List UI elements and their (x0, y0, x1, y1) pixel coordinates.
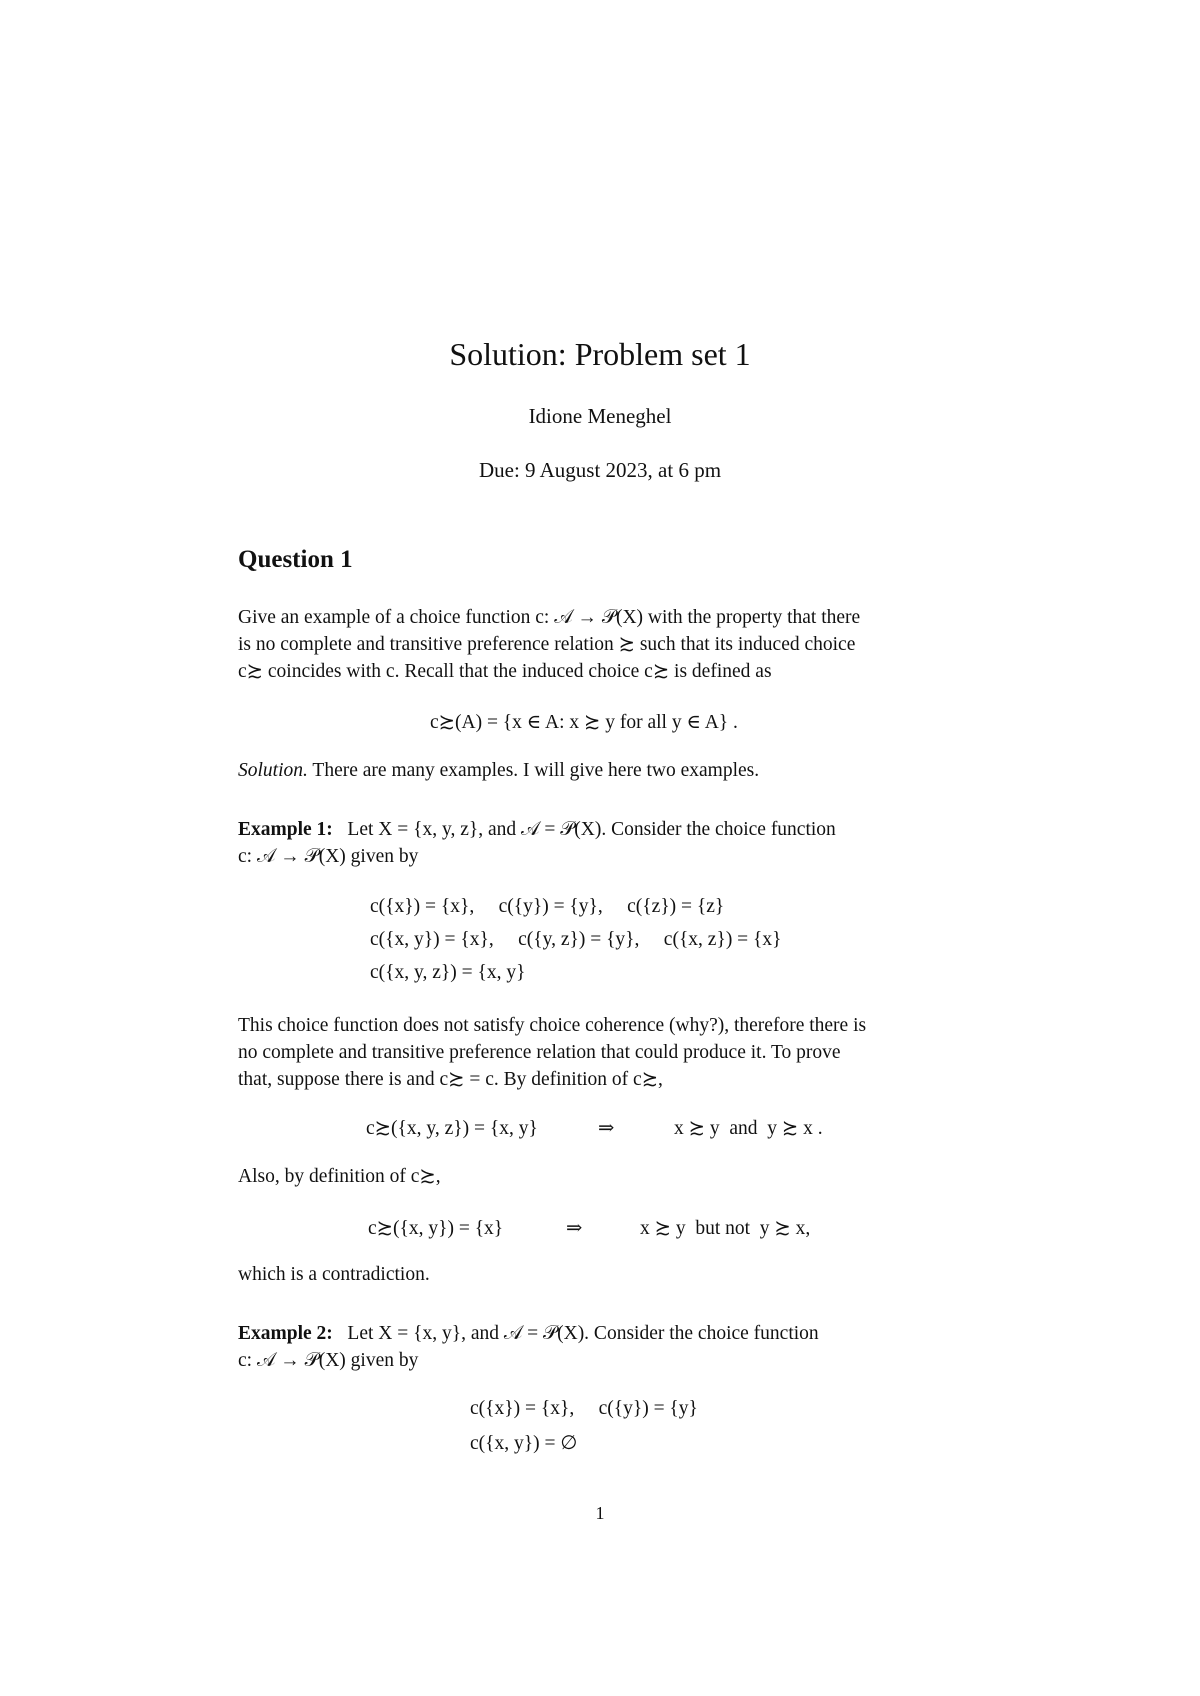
argument-line-1: This choice function does not satisfy choice coherence (why?), therefore there is (238, 1015, 867, 1036)
implication1-left: c≿({x, y, z}) = {x, y} (366, 1118, 538, 1139)
example1-intro-line1 (238, 816, 964, 843)
question-prompt (238, 604, 964, 685)
implication2-left: c≿({x, y}) = {x} (368, 1218, 504, 1239)
example1-intro-line2: c: 𝒜 → 𝒫(X) given by (238, 846, 419, 867)
argument-line-2: no complete and transitive preference relation that could produce it. To prove (238, 1042, 841, 1063)
page-number: 1 (595, 1503, 605, 1523)
author-name: Idione Meneghel (528, 404, 672, 428)
also-text: Also, by definition of c≿, (238, 1166, 441, 1187)
example2-label: Example 2: (238, 1323, 333, 1344)
argument-line-3: that, suppose there is and c≿ = c. By definition of c≿, (238, 1069, 663, 1090)
example2-intro-line1 (238, 1320, 964, 1347)
implication2-arrow: ⇒ (566, 1218, 583, 1239)
implication1-arrow: ⇒ (598, 1118, 615, 1139)
prompt-line-2: is no complete and transitive preference relation ≿ such that its induced choice (238, 634, 856, 655)
example2-setup: Let X = {x, y}, and 𝒜 = 𝒫(X). Consider the choice function (347, 1323, 819, 1344)
example2-eq-line1: c({x}) = {x}, c({y}) = {y} (470, 1398, 698, 1419)
question-heading: Question 1 (238, 546, 353, 573)
solution-label: Solution. (238, 760, 308, 781)
example1-label: Example 1: (238, 819, 333, 840)
example2-intro-line2: c: 𝒜 → 𝒫(X) given by (238, 1350, 419, 1371)
example1-eq-line1: c({x}) = {x}, c({y}) = {y}, c({z}) = {z} (370, 896, 725, 917)
prompt-line-1: Give an example of a choice function c: 𝒜 → 𝒫(X) with the property that there (238, 607, 861, 628)
example2-eq-line2: c({x, y}) = ∅ (470, 1433, 578, 1454)
induced-choice-definition: c≿(A) = {x ∈ A: x ≿ y for all y ∈ A} . (430, 712, 738, 733)
example1-argument (238, 1012, 964, 1093)
implication2-right: x ≿ y but not y ≿ x, (640, 1218, 811, 1239)
example1-setup: Let X = {x, y, z}, and 𝒜 = 𝒫(X). Consider the choice function (347, 819, 836, 840)
example1-eq-line2: c({x, y}) = {x}, c({y, z}) = {y}, c({x, z}) = {x} (370, 929, 782, 950)
implication1-right: x ≿ y and y ≿ x . (674, 1118, 823, 1139)
solution-paragraph (238, 760, 759, 782)
conclusion-text: which is a contradiction. (238, 1264, 430, 1285)
solution-text: There are many examples. I will give here two examples. (312, 760, 760, 781)
example2-intro (238, 1320, 964, 1374)
page-title: Solution: Problem set 1 (449, 336, 751, 372)
example1-intro (238, 816, 964, 870)
due-date: Due: 9 August 2023, at 6 pm (478, 458, 722, 482)
example1-eq-line3: c({x, y, z}) = {x, y} (370, 962, 526, 983)
prompt-line-3: c≿ coincides with c. Recall that the induced choice c≿ is defined as (238, 661, 772, 682)
